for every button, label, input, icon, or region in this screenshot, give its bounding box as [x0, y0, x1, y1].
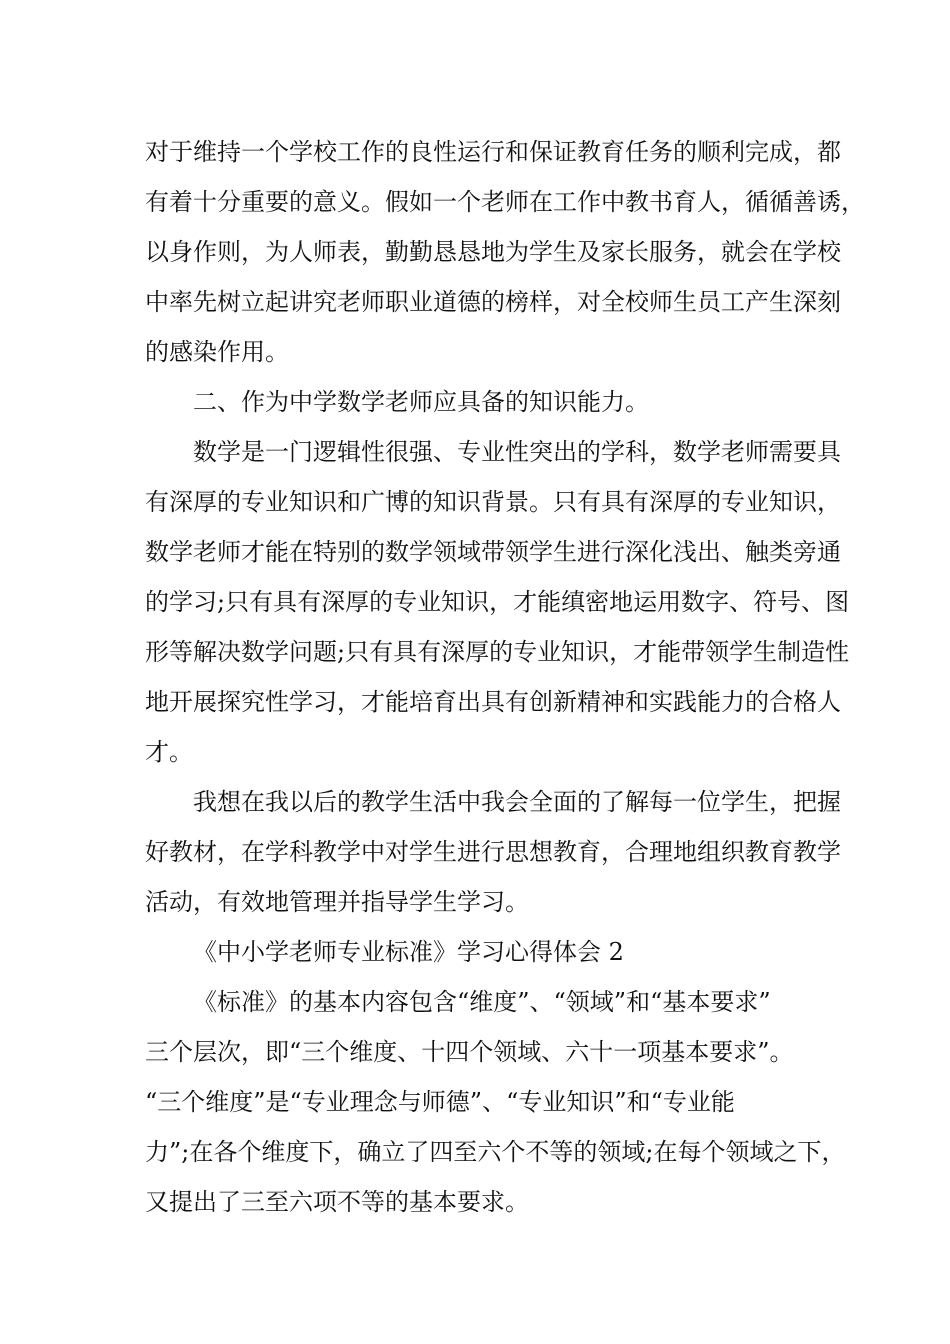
text-line: 才。 — [145, 738, 193, 766]
section-heading: 二、作为中学数学老师应具备的知识能力。 — [193, 388, 649, 416]
subtitle-heading: 《中小学老师专业标准》学习心得体会 2 — [193, 938, 624, 966]
text-line: 的感染作用。 — [145, 338, 289, 366]
text-line: 以身作则，为人师表，勤勤恳恳地为学生及家长服务，就会在学校 — [145, 238, 841, 266]
text-line: 的学习;只有具有深厚的专业知识，才能缜密地运用数字、符号、图 — [145, 588, 850, 616]
text-line: 数学是一门逻辑性很强、专业性突出的学科，数学老师需要具 — [193, 438, 841, 466]
text-line: 数学老师才能在特别的数学领域带领学生进行深化浅出、触类旁通 — [145, 538, 841, 566]
text-line: 活动，有效地管理并指导学生学习。 — [145, 888, 529, 916]
text-line: 有深厚的专业知识和广博的知识背景。只有具有深厚的专业知识， — [145, 488, 841, 516]
text-line: 好教材，在学科教学中对学生进行思想教育，合理地组织教育教学 — [145, 838, 841, 866]
text-line: 《标准》的基本内容包含“维度”、“领域”和“基本要求” — [193, 988, 771, 1016]
text-line: 又提出了三至六项不等的基本要求。 — [145, 1188, 529, 1216]
text-line: 中率先树立起讲究老师职业道德的榜样，对全校师生员工产生深刻 — [145, 288, 841, 316]
text-line: 有着十分重要的意义。假如一个老师在工作中教书育人，循循善诱， — [145, 188, 865, 216]
text-line: 对于维持一个学校工作的良性运行和保证教育任务的顺利完成，都 — [145, 138, 841, 166]
text-line: 我想在我以后的教学生活中我会全面的了解每一位学生，把握 — [193, 788, 841, 816]
text-line: 力”;在各个维度下，确立了四至六个不等的领域;在每个领域之下， — [145, 1138, 846, 1166]
text-line: 地开展探究性学习，才能培育出具有创新精神和实践能力的合格人 — [145, 688, 841, 716]
text-line: 三个层次，即“三个维度、十四个领域、六十一项基本要求”。 — [145, 1038, 794, 1066]
text-line: “三个维度”是“专业理念与师德”、“专业知识”和“专业能 — [145, 1088, 735, 1116]
text-line: 形等解决数学问题;只有具有深厚的专业知识，才能带领学生制造性 — [145, 638, 850, 666]
